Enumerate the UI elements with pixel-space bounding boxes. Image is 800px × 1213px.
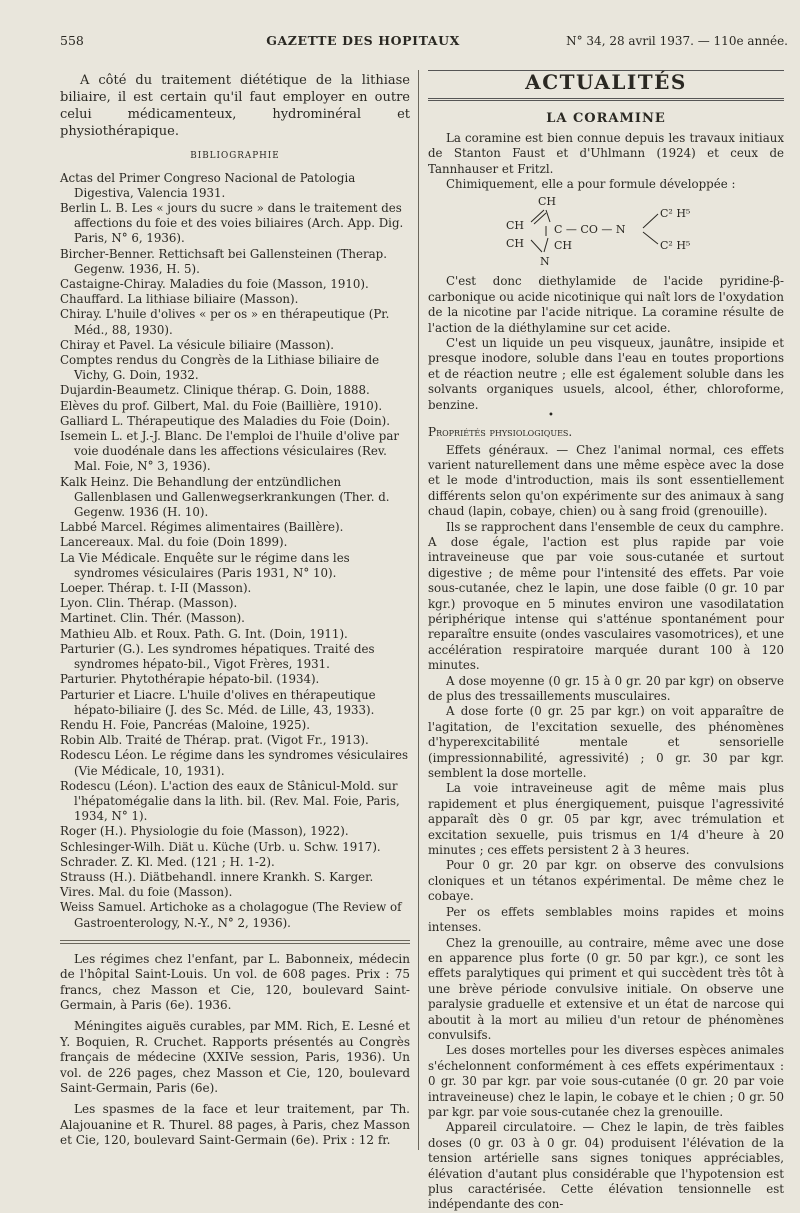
page-number: 558 [60,33,84,48]
journal-title: GAZETTE DES HOPITAUX [266,33,460,48]
paragraph: Chez la grenouille, au contraire, même avec une dose en apparence plus forte (0 gr. 50 par kgr.), ce sont les effets paralytiques qui priment et qui succèdent très tôt à une brève période convulsive initiale. On observe une paralysie graduelle et extensive et un état de narcose qui aboutit à la mort au milieu d'un retour de phénomènes convulsifs. [428,935,784,1042]
intro-paragraph: A côté du traitement diététique de la lithiase biliaire, il est certain qu'il faut employer en outre celui médicamenteux, hydrominéral et physiothérapique. [60,73,410,139]
reference: Labbé Marcel. Régimes alimentaires (Baillère). [60,520,344,535]
reference: Strauss (H.). Diätbehandl. innere Krankh. S. Karger. [60,869,374,884]
paragraph: C'est donc diethylamide de l'acide pyridine-β-carbonique ou acide nicotinique qui naît lors de l'oxydation de la nicotine par l'acide nitrique. La coramine résulte de l'action de la diéthylamine sur cet acide. [428,274,784,335]
paragraph: La voie intraveineuse agit de même mais plus rapidement et plus énergiquement, puisque l'agressivité apparaît dès 0 gr. 05 par kgr, avec trémulation et excitation sexuelle, puis trismus en 1/4 d'heure à 20 minutes ; ces effets persistent 2 à 3 heures. [428,781,784,858]
reference: Galliard L. Thérapeutique des Maladies du Foie (Doin). [60,413,391,428]
reference: Parturier (G.). Les syndromes hépatiques. Traité des syndromes hépato-bil., Vigot Frères, 1931. [60,641,375,672]
issue-info: N° 34, 28 avril 1937. — 110e année. [566,34,788,48]
reference: Actas del Primer Congreso Nacional de Patologia Digestiva, Valencia 1931. [60,170,356,200]
section-divider-second [60,943,410,944]
paragraph: Appareil circulatoire. — Chez le lapin, de très faibles doses (0 gr. 03 à 0 gr. 04) produisent l'élévation de la tension artérielle sans signes toniques appréciables, élévation d'autant plus considérable que l'hypotension est plus caractérisée. Cette élévation tensionnelle est indépendante des con- [428,1120,784,1212]
paragraph: Chimiquement, elle a pour formule développée : [446,177,736,192]
section-heading: ACTUALITÉS [525,70,687,94]
paragraph: A dose moyenne (0 gr. 15 à 0 gr. 20 par kgr) on observe de plus des tressaillements musculaires. [428,673,784,703]
reference: Chauffard. La lithiase biliaire (Masson). [60,292,299,307]
section-divider [60,940,410,941]
formula-ch-left: CH [506,219,525,233]
book-review: Les spasmes de la face et leur traitement, par Th. Alajouanine et R. Thurel. 88 pages, à Paris, chez Masson et Cie, 120, boulevard Saint-Germain (6e). Prix : 12 fr. [60,1102,410,1148]
left-column [60,66,410,1213]
formula-n: N [540,255,550,269]
subheading: Propriétés physiologiques. [428,425,573,440]
column-rule [418,70,419,1150]
formula-ch-right: CH [554,239,573,253]
chemical-formula [488,194,784,270]
reference: Lyon. Clin. Thérap. (Masson). [60,596,238,611]
reference: Rendu H. Foie, Pancréas (Maloine, 1925). [60,717,310,732]
reference: Chiray et Pavel. La vésicule biliaire (Masson). [60,337,335,352]
reference: Roger (H.). Physiologie du foie (Masson), 1922). [60,824,349,839]
article-title: LA CORAMINE [546,111,666,127]
reference: Dujardin-Beaumetz. Clinique thérap. G. Doin, 1888. [60,383,370,398]
running-header [60,32,788,50]
reference: Castaigne-Chiray. Maladies du foie (Masson, 1910). [60,277,369,292]
bibliography-heading: BIBLIOGRAPHIE [190,151,280,161]
reference: Robin Alb. Traité de Thérap. prat. (Vigot Fr., 1913). [60,733,369,748]
reference: Schrader. Z. Kl. Med. (121 ; H. 1-2). [60,854,275,869]
reference: Isemein L. et J.-J. Blanc. De l'emploi de l'huile d'olive par voie duodénale dans les affections vésiculaires (Rev. Mal. Foie, N° 3, 1936). [60,429,399,474]
bullet-mark: • [548,410,554,422]
reference: Rodescu (Léon). L'action des eaux de Stânicul-Mold. sur l'hépatomégalie dans la lith. bil. (Rev. Mal. Foie, Paris, 1934, N° 1). [60,778,400,824]
reference: Chiray. L'huile d'olives « per os » en thérapeutique (Pr. Méd., 88, 1930). [60,307,390,337]
formula-chain: C — CO — N [554,223,626,237]
section-banner [428,70,784,101]
reference: Rodescu Léon. Le régime dans les syndromes vésiculaires (Vie Médicale, 10, 1931). [60,748,409,778]
formula-ch-top: CH [538,195,557,209]
reference: Mathieu Alb. et Roux. Path. G. Int. (Doin, 1911). [60,626,348,641]
right-column [428,66,784,1213]
columns [60,66,788,1213]
reference: Lancereaux. Mal. du foie (Doin 1899). [60,535,288,550]
reference: Weiss Samuel. Artichoke as a cholagogue (The Review of Gastroenterology, N.-Y., N° 2, 1936). [60,900,402,930]
paragraph: A dose forte (0 gr. 25 par kgr.) on voit apparaître de l'agitation, de l'excitation sexuelle, des phénomènes d'hyperexcitabilité mentale et sensorielle (impressionnabilité, agressivité) ; 0 gr. 30 par kgr. semblent la dose mortelle. [428,704,784,781]
paragraph: Effets généraux. — Chez l'animal normal, ces effets varient naturellement dans une même espèce avec la dose et le mode d'introduction, mais ils sont essentiellement différents selon qu'on expérimente sur des animaux à sang chaud (lapin, cobaye, chien) ou à sang froid (grenouille). [428,442,784,519]
reference: Schlesinger-Wilh. Diät u. Küche (Urb. u. Schw. 1917). [60,839,381,854]
paragraph: Ils se rapprochent dans l'ensemble de ceux du camphre. A dose égale, l'action est plus rapide par voie intraveineuse que par voie sous-cutanée et surtout digestive ; de même pour l'intensité des effets. Par voie sous-cutanée, chez le lapin, une dose faible (0 gr. 10 par kgr.) provoque en 5 minutes environ une vasodilatation périphérique intense qui s'atténue spontanément pour reparaître ensuite (ondes vasculaires vasomotrices), et une accélération respiratoire marquée durant 100 à 120 minutes. [428,519,784,673]
reference: Parturier. Phytothérapie hépato-bil. (1934). [60,672,320,687]
reference: Comptes rendus du Congrès de la Lithiase biliaire de Vichy, G. Doin, 1932. [60,353,380,383]
reference: Parturier et Liacre. L'huile d'olives en thérapeutique hépato-biliaire (J. des Sc. Méd. de Lille, 43, 1933). [60,687,376,717]
book-review: Les régimes chez l'enfant, par L. Babonneix, médecin de l'hôpital Saint-Louis. Un vol. de 608 pages. Prix : 75 francs, chez Masson et Cie, 120, boulevard Saint-Germain, à Paris (6e). 1936. [60,951,410,1012]
reference: La Vie Médicale. Enquête sur le régime dans les syndromes vésiculaires (Paris 1931, N° 10). [60,550,350,580]
formula-ch-left-lower: CH [506,237,525,251]
paragraph: Les doses mortelles pour les diverses espèces animales s'échelonnent conformément à ces effets expérimentaux : 0 gr. 30 par kgr. par voie sous-cutanée (0 gr. 20 par voie intraveineuse) chez le lapin, le cobaye et le chien ; 0 gr. 50 par kgr. par voie sous-cutanée chez la grenouille. [428,1043,784,1119]
paragraph: C'est un liquide un peu visqueux, jaunâtre, insipide et presque inodore, soluble dans l'eau en toutes proportions et de réaction neutre ; elle est également soluble dans les solvants organiques usuels, alcool, éther, chloroforme, benzine. [428,336,784,412]
paragraph: La coramine est bien connue depuis les travaux initiaux de Stanton Faust et d'Uhlmann (1924) et ceux de Tannhauser et Fritzl. [428,130,784,176]
paragraph: Per os effets semblables moins rapides et moins intenses. [428,904,784,935]
reference: Loeper. Thérap. t. I-II (Masson). [60,581,252,596]
reference: Bircher-Benner. Rettichsaft bei Gallensteinen (Therap. Gegenw. 1936, H. 5). [60,246,387,276]
book-review: Méningites aiguës curables, par MM. Rich, E. Lesné et Y. Boquien, R. Cruchet. Rapports présentés au Congrès français de médecine (XXIVe session, Paris, 1936). Un vol. de 226 pages, chez Masson et Cie, 120, boulevard Saint-Germain, Paris (6e). [60,1019,410,1095]
paragraph: Pour 0 gr. 20 par kgr. on observe des convulsions cloniques et un tétanos expérimental. De même chez le cobaye. [428,858,784,904]
formula-ethyl-bottom: C² H⁵ [660,239,691,253]
reference: Berlin L. B. Les « jours du sucre » dans le traitement des affections du foie et des voies biliaires (Arch. App. Dig. Paris, N° 6, 1936). [60,201,404,246]
reference: Kalk Heinz. Die Behandlung der entzündlichen Gallenblasen und Gallenwegserkrankungen (Ther. d. Gegenw. 1936 (H. 10). [60,474,390,520]
reference: Vires. Mal. du foie (Masson). [60,885,233,900]
formula-ethyl-top: C² H⁵ [660,207,691,221]
reference: Elèves du prof. Gilbert, Mal. du Foie (Baillière, 1910). [60,398,383,413]
reference: Martinet. Clin. Thér. (Masson). [60,611,245,626]
bibliography-list [60,171,410,931]
